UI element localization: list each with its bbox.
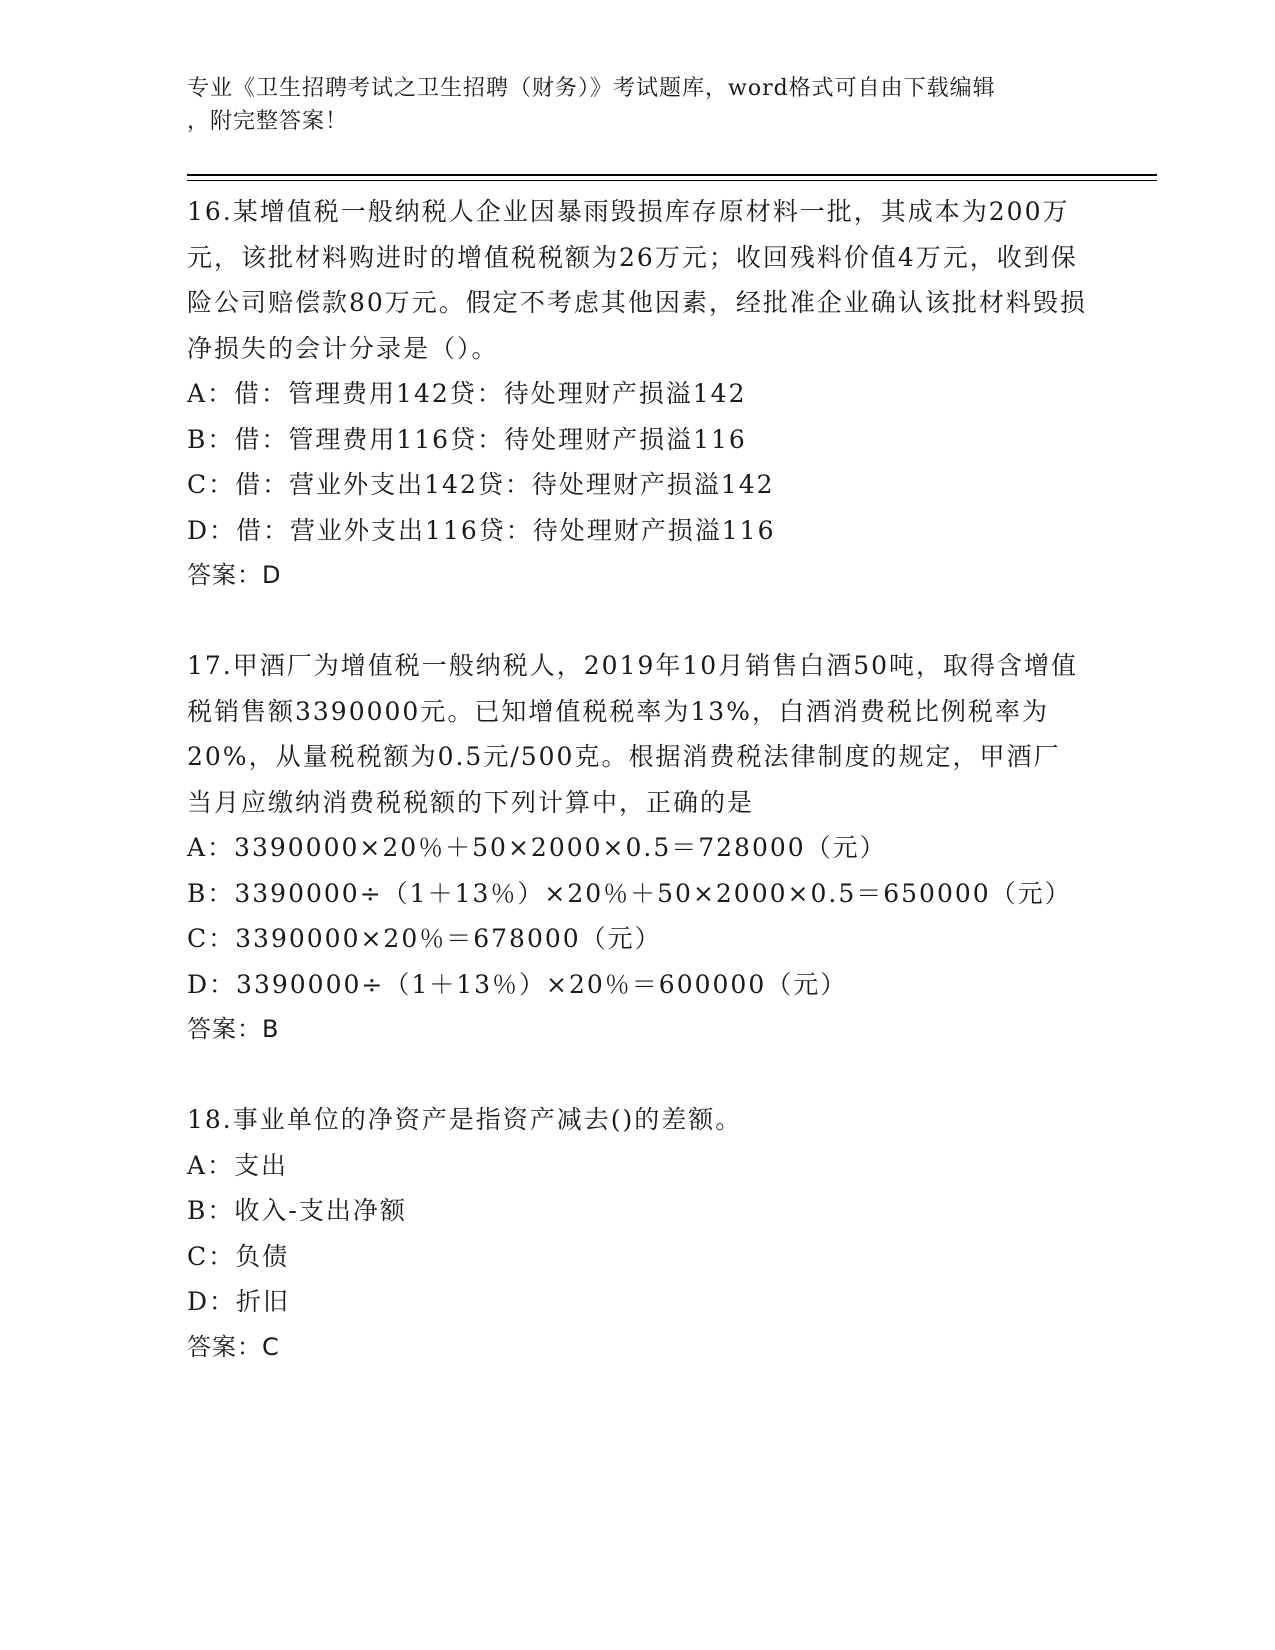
option-d: D：借：营业外支出116贷：待处理财产损溢116 <box>187 515 776 545</box>
option-d: D：3390000÷（1＋13％）×20％＝600000（元） <box>187 969 848 999</box>
question-18 <box>187 1097 1087 1370</box>
option-c: C：负债 <box>187 1241 290 1271</box>
option-a: A：借：管理费用142贷：待处理财产损溢142 <box>187 379 747 408</box>
option-d: D：折旧 <box>187 1287 291 1316</box>
answer-label: 答案：D <box>187 561 282 589</box>
option-c: C：借：营业外支出142贷：待处理财产损溢142 <box>187 470 775 499</box>
answer-label: 答案：C <box>187 1332 280 1361</box>
question-16 <box>187 189 1087 599</box>
question-stem: 17.甲酒厂为增值税一般纳税人，2019年10月销售白酒50吨，取得含增值税销售额3390000元。已知增值税税率为13%，白酒消费税比例税率为20%，从量税税额为0.5元/500克。根据消费税法律制度的规定，甲酒厂当月应缴纳消费税税额的下列计算中，正确的是 <box>187 651 1079 817</box>
option-a: A：支出 <box>187 1150 289 1180</box>
document-header: 专业《卫生招聘考试之卫生招聘（财务）》考试题库，word格式可自由下载编辑 ，附完整答案！ <box>187 76 996 134</box>
option-a: A：3390000×20％＋50×2000×0.5＝728000（元） <box>187 833 887 862</box>
option-b: B：3390000÷（1＋13％）×20％＋50×2000×0.5＝650000（元） <box>187 878 1072 908</box>
option-b: B：收入-支出净额 <box>187 1196 407 1225</box>
option-b: B：借：管理费用116贷：待处理财产损溢116 <box>187 424 747 454</box>
header-rule-thick <box>187 174 1157 176</box>
question-stem: 18.事业单位的净资产是指资产减去()的差额。 <box>187 1105 743 1134</box>
option-c: C：3390000×20％＝678000（元） <box>187 924 662 953</box>
question-stem: 16.某增值税一般纳税人企业因暴雨毁损库存原材料一批，其成本为200万元，该批材料购进时的增值税税额为26万元；收回残料价值4万元，收到保险公司赔偿款80万元。假定不考虑其他因素，经批准企业确认该批材料毁损净损失的会计分录是（）。 <box>187 197 1087 363</box>
header-rule-thin <box>187 180 1157 181</box>
question-17 <box>187 643 1087 1053</box>
answer-label: 答案：B <box>187 1015 280 1043</box>
